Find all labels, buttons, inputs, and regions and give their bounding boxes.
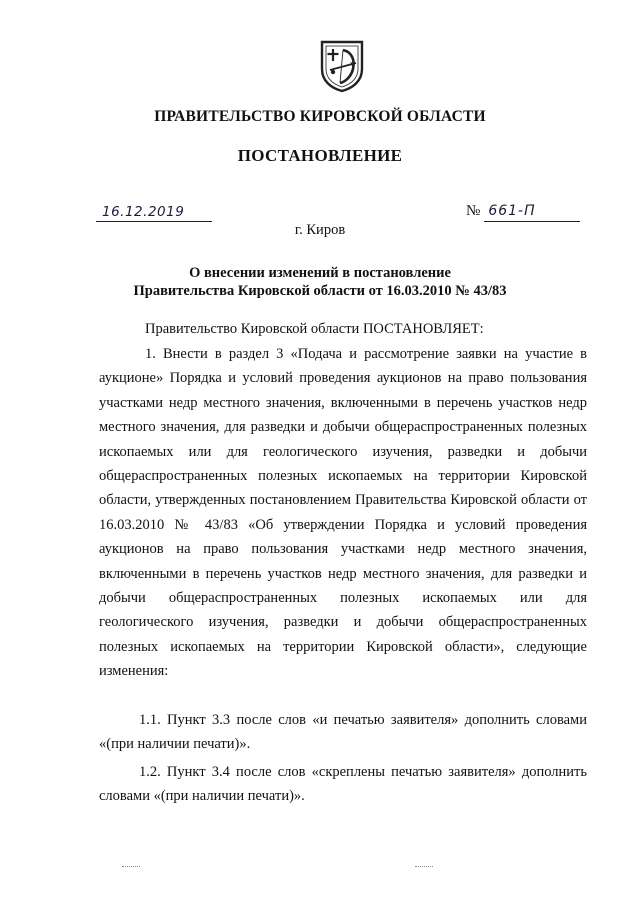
organization-name: ПРАВИТЕЛЬСТВО КИРОВСКОЙ ОБЛАСТИ — [154, 108, 486, 125]
title-line-2: Правительства Кировской области от 16.03.2010 № 43/83 — [133, 283, 507, 299]
paragraph-1-2: 1.2. Пункт 3.4 после слов «скреплены печатью заявителя» дополнить словами «(при наличии печати)». — [99, 764, 587, 805]
paragraph-1: 1. Внести в раздел 3 «Подача и рассмотрение заявки на участие в аукционе» Порядка и условий проведения аукционов на право пользования участками недр местного значения, включенными в перечень участков недр местного значения, для разведки и добычи общераспространенных полезных ископаемых или для геологического изучения, разведки и добычи общераспространенных полезных ископаемых на территории Кировской области, утвержденных постановлением Правительства Кировской области от 16.03.2010 № 43/83 «Об утверждении Порядка и условий проведения аукционов на право пользования участками недр местного значения, включенными в перечень участков недр местного значения, для разведки и добычи общераспространенных полезных ископаемых или для геологического изучения, разведки и добычи общераспространенных полезных ископаемых на территории Кировской области», следующие изменения: — [99, 346, 587, 680]
scan-mark-left — [122, 866, 140, 867]
document-date: 16.12.2019 — [96, 203, 212, 222]
paragraph-1-1: 1.1. Пункт 3.3 после слов «и печатью заявителя» дополнить словами «(при наличии печати)». — [99, 712, 587, 753]
document-title — [0, 264, 640, 300]
coat-of-arms-icon — [319, 39, 365, 93]
number-value: 661-П — [484, 201, 580, 222]
document-type: ПОСТАНОВЛЕНИЕ — [237, 146, 403, 165]
number-sign: № — [466, 203, 481, 219]
document-number — [466, 201, 588, 222]
scan-mark-right — [415, 866, 433, 867]
city-name: г. Киров — [294, 222, 346, 238]
intro-paragraph: Правительство Кировской области ПОСТАНОВЛЯЕТ: — [145, 321, 484, 337]
title-line-1: О внесении изменений в постановление — [189, 265, 451, 281]
